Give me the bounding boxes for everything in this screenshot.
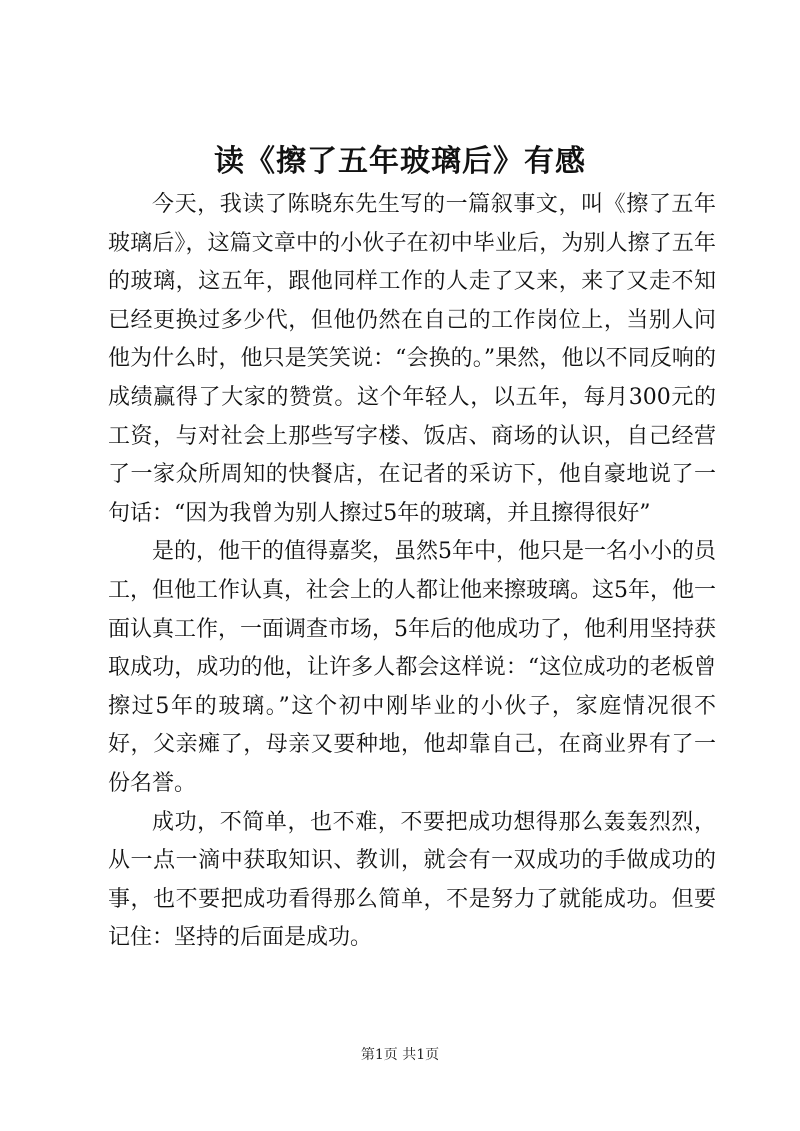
paragraph-1: 今天，我读了陈晓东先生写的一篇叙事文，叫《擦了五年玻璃后》，这篇文章中的小伙子在初中毕业后，为别人擦了五年的玻璃，这五年，跟他同样工作的人走了又来，来了又走不知已经更换过多少代，但他仍然在自己的工作岗位上，当别人问他为什么时，他只是笑笑说：“会换的。”果然，他以不同反响的成绩赢得了大家的赞赏。这个年轻人，以五年，每月300元的工资，与对社会上那些写字楼、饭店、商场的认识，自己经营了一家众所周知的快餐店，在记者的采访下，他自豪地说了一句话：“因为我曾为别人擦过5年的玻璃，并且擦得很好” [108,192,716,526]
document-body [108,186,716,958]
paragraph-3: 成功，不简单，也不难，不要把成功想得那么轰轰烈烈，从一点一滴中获取知识、教训，就会有一双成功的手做成功的事，也不要把成功看得那么简单，不是努力了就能成功。但要记住：坚持的后面是成功。 [108,809,716,951]
paragraph-2: 是的，他干的值得嘉奖，虽然5年中，他只是一名小小的员工，但他工作认真，社会上的人都让他来擦玻璃。这5年，他一面认真工作，一面调查市场，5年后的他成功了，他利用坚持获取成功，成功的他，让许多人都会这样说：“这位成功的老板曾擦过5年的玻璃。”这个初中刚毕业的小伙子，家庭情况很不好，父亲瘫了，母亲又要种地，他却靠自己，在商业界有了一份名誉。 [108,539,716,796]
document-title: 读《擦了五年玻璃后》有感 [214,144,586,179]
page-number-footer: 第1页 共1页 [360,1047,440,1063]
